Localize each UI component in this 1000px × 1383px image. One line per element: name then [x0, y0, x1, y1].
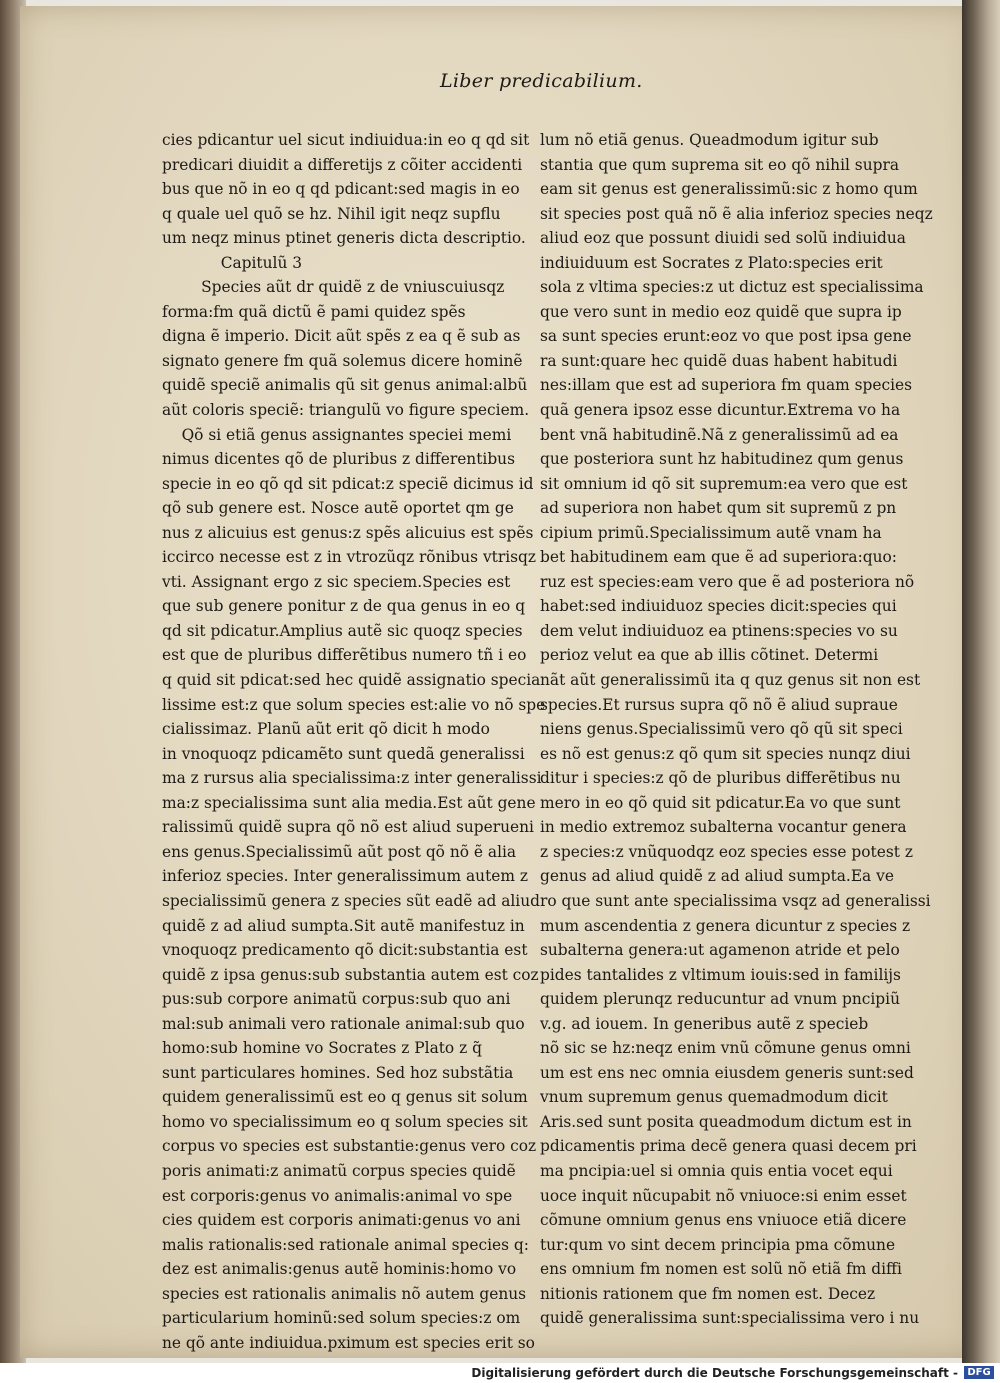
- text-line: eam sit genus est generalissimũ:sic z homo qum: [540, 180, 918, 199]
- text-line: cõmune omnium genus ens vniuoce etiã dicere: [540, 1211, 907, 1230]
- text-line: ruz est species:eam vero que ẽ ad posteriora nõ: [540, 572, 915, 591]
- text-line: tur:qum vo sint decem principia pma cõmune: [540, 1235, 896, 1254]
- text-line: quidem plerunqz reducuntur ad vnum pncipiũ: [540, 990, 900, 1009]
- text-line: ditur i species:z qõ de pluribus differẽtibus nu: [540, 769, 901, 788]
- text-line: que posteriora sunt hz habitudinez qum genus: [540, 450, 904, 469]
- text-line: sola z vltima species:z ut dictuz est specialissima: [540, 278, 924, 297]
- text-line: aũt coloris speciẽ: triangulũ vo figure speciem.: [162, 401, 530, 420]
- text-line: ens genus.Specialissimũ aũt post qõ nõ ẽ alia: [162, 842, 517, 861]
- text-line: que sub genere ponitur z de qua genus in eo q: [162, 597, 526, 616]
- left-text-column: [162, 128, 545, 1355]
- text-line: homo:sub homine vo Socrates z Plato z q̃: [162, 1039, 482, 1058]
- text-line: sa sunt species erunt:eoz vo que post ipsa gene: [540, 327, 912, 346]
- text-line: lum nõ etiã genus. Queadmodum igitur sub: [540, 131, 879, 149]
- text-line: particularium hominũ:sed solum species:z om: [162, 1309, 521, 1328]
- text-line: q quale uel quõ se hz. Nihil igit neqz supflu: [162, 204, 501, 223]
- text-line: aliud eoz que possunt diuidi sed solũ indiuidua: [540, 229, 906, 248]
- text-line: bus que nõ in eo q qd pdicant:sed magis in eo: [162, 180, 520, 199]
- text-line: lissime est:z que solum species est:alie vo nõ spe: [162, 695, 546, 714]
- dfg-logo: DFG: [964, 1366, 994, 1379]
- text-line: quidem generalissimũ est eo q genus sit solum: [162, 1088, 528, 1107]
- funding-notice: Digitalisierung gefördert durch die Deutsche Forschungsgemeinschaft -: [471, 1366, 958, 1380]
- text-line: nes:illam que est ad superiora fm quam species: [540, 376, 913, 395]
- text-line: nitionis rationem que fm nomen est. Decez: [540, 1284, 876, 1303]
- text-line: corpus vo species est substantie:genus vero coz: [162, 1137, 537, 1156]
- text-line: cies quidem est corporis animati:genus vo ani: [162, 1211, 521, 1230]
- text-line: ens omnium fm nomen est solũ nõ etiã fm diffi: [540, 1260, 902, 1279]
- text-line: nãt aũt generalissimũ ita q quz genus sit non est: [540, 671, 921, 690]
- text-line: z species:z vnũquodqz eoz species esse potest z: [540, 842, 913, 861]
- text-line: mero in eo qõ quid sit pdicatur.Ea vo que sunt: [540, 793, 901, 812]
- text-line: quidẽ z ipsa genus:sub substantia autem est coz: [162, 965, 539, 984]
- text-line: mal:sub animali vero rationale animal:sub quo: [162, 1014, 525, 1033]
- text-line: quidẽ speciẽ animalis qũ sit genus animal:albũ: [162, 376, 528, 395]
- text-line: vti. Assignant ergo z sic speciem.Species est: [162, 572, 511, 591]
- text-line: nimus dicentes qõ de pluribus z differentibus: [162, 450, 515, 469]
- text-line: cipium primũ.Specialissimum autẽ vnam ha: [540, 523, 882, 542]
- text-line: predicari diuidit a differetijs z cõiter accidenti: [162, 155, 523, 174]
- text-line: es nõ est genus:z qõ qum sit species nunqz diui: [540, 744, 911, 763]
- text-line: ma pncipia:uel si omnia quis entia vocet equi: [540, 1161, 893, 1180]
- text-line: ra sunt:quare hec quidẽ duas habent habitudi: [540, 351, 898, 370]
- text-line: que vero sunt in medio eoz quidẽ que supra ip: [540, 302, 902, 321]
- text-line: iccirco necesse est z in vtrozũqz rõnibus vtrisqz: [162, 548, 536, 567]
- text-line: ma z rursus alia specialissima:z inter generalissi: [162, 769, 542, 788]
- text-line: Capitulũ 3: [162, 253, 303, 272]
- text-line: Aris.sed sunt posita queadmodum dictum est in: [540, 1112, 912, 1131]
- text-line: poris animati:z animatũ corpus species quidẽ: [162, 1161, 516, 1180]
- text-line: specie in eo qõ qd sit pdicat:z speciẽ dicimus id: [162, 474, 534, 493]
- text-line: specialissimũ genera z species sũt eadẽ ad aliud: [162, 891, 540, 910]
- text-line: um est ens nec omnia eiusdem generis sunt:sed: [540, 1063, 914, 1082]
- text-line: bent vnã habitudinẽ.Nã z generalissimũ ad ea: [540, 425, 899, 444]
- text-line: quidẽ z ad aliud sumpta.Sit autẽ manifestuz in: [162, 916, 525, 935]
- text-line: nus z alicuius est genus:z spẽs alicuius est spẽs: [162, 523, 534, 542]
- text-line: pdicamentis prima decẽ genera quasi decem pri: [540, 1137, 917, 1156]
- text-line: species.Et rursus supra qõ nõ ẽ aliud supraue: [540, 695, 898, 714]
- text-line: dem velut indiuiduoz ea ptinens:species vo su: [540, 621, 898, 640]
- footer-bar: [0, 1363, 1000, 1383]
- text-line: pus:sub corpore animatũ corpus:sub quo ani: [162, 990, 511, 1009]
- text-line: in medio extremoz subalterna vocantur genera: [540, 818, 907, 837]
- text-line: dez est animalis:genus autẽ hominis:homo vo: [162, 1260, 517, 1279]
- text-line: genus ad aliud quidẽ z ad aliud sumpta.Ea ve: [540, 867, 894, 886]
- right-text-column: [540, 128, 933, 1331]
- text-line: quidẽ generalissima sunt:specialissima vero i nu: [540, 1309, 920, 1328]
- text-line: um neqz minus ptinet generis dicta descriptio.: [162, 229, 526, 248]
- text-line: ad superiora non habet qum sit supremũ z pn: [540, 499, 897, 518]
- text-line: est corporis:genus vo animalis:animal vo spe: [162, 1186, 513, 1205]
- text-line: vnoquoqz predicamento qõ dicit:substantia est: [162, 941, 528, 960]
- text-line: qõ sub genere est. Nosce autẽ oportet qm ge: [162, 499, 514, 518]
- text-line: sit omnium id qõ sit supremum:ea vero que est: [540, 474, 908, 493]
- text-line: homo vo specialissimum eo q solum species sit: [162, 1112, 528, 1131]
- text-line: q quid sit pdicat:sed hec quidẽ assignatio specia: [162, 671, 541, 690]
- text-line: qd sit pdicatur.Amplius autẽ sic quoqz species: [162, 621, 523, 640]
- text-line: nõ sic se hz:neqz enim vnũ cõmune genus omni: [540, 1039, 911, 1058]
- text-line: sit species post quã nõ ẽ alia inferioz species neqz: [540, 204, 933, 223]
- text-line: sunt particulares homines. Sed hoz substãtia: [162, 1063, 514, 1082]
- text-line: Species aũt dr quidẽ z de vniuscuiusqz: [162, 278, 505, 297]
- text-line: in vnoquoqz pdicamẽto sunt quedã generalissi: [162, 744, 525, 763]
- text-line: signato genere fm quã solemus dicere hominẽ: [162, 351, 523, 370]
- text-line: indiuiduum est Socrates z Plato:species erit: [540, 253, 883, 272]
- text-line: uoce inquit nũcupabit nõ vniuoce:si enim esset: [540, 1186, 907, 1205]
- text-line: pides tantalides z vltimum iouis:sed in familijs: [540, 965, 901, 984]
- text-line: species est rationalis animalis nõ autem genus: [162, 1284, 527, 1303]
- text-line: habet:sed indiuiduoz species dicit:species qui: [540, 597, 897, 616]
- text-line: digna ẽ imperio. Dicit aũt spẽs z ea q ẽ sub as: [162, 327, 521, 346]
- text-line: quã genera ipsoz esse dicuntur.Extrema vo ha: [540, 401, 901, 420]
- text-line: ro que sunt ante specialissima vsqz ad generalissi: [540, 891, 931, 910]
- text-line: cialissimaz. Planũ aũt erit qõ dicit h modo: [162, 720, 490, 739]
- text-line: v.g. ad iouem. In generibus autẽ z specieb: [540, 1014, 869, 1033]
- text-line: forma:fm quã dictũ ẽ pami quidez spẽs: [162, 302, 466, 321]
- text-line: mum ascendentia z genera dicuntur z species z: [540, 916, 911, 935]
- text-line: inferioz species. Inter generalissimum autem z: [162, 867, 528, 886]
- text-line: ralissimũ quidẽ supra qõ nõ est aliud superueni: [162, 818, 534, 837]
- text-line: subalterna genera:ut agamenon atride et pelo: [540, 941, 900, 960]
- text-line: ne qõ ante indiuidua.pximum est species erit so: [162, 1333, 535, 1352]
- running-header: Liber predicabilium.: [440, 70, 643, 92]
- text-line: ma:z specialissima sunt alia media.Est aũt gene: [162, 793, 536, 812]
- text-line: niens genus.Specialissimũ vero qõ qũ sit speci: [540, 720, 903, 739]
- text-line: perioz velut ea que ab illis cõtinet. Determi: [540, 646, 879, 665]
- text-line: vnum supremum genus quemadmodum dicit: [540, 1088, 888, 1107]
- text-line: cies pdicantur uel sicut indiuidua:in eo q qd sit: [162, 131, 530, 149]
- page-stack-edge: [962, 0, 1000, 1365]
- text-line: stantia que qum suprema sit eo qõ nihil supra: [540, 155, 900, 174]
- text-line: malis rationalis:sed rationale animal species q:: [162, 1235, 529, 1254]
- text-line: bet habitudinem eam que ẽ ad superiora:quo:: [540, 548, 897, 567]
- text-line: est que de pluribus differẽtibus numero tñ i eo: [162, 646, 527, 665]
- text-line: Qõ si etiã genus assignantes speciei memi: [162, 425, 512, 444]
